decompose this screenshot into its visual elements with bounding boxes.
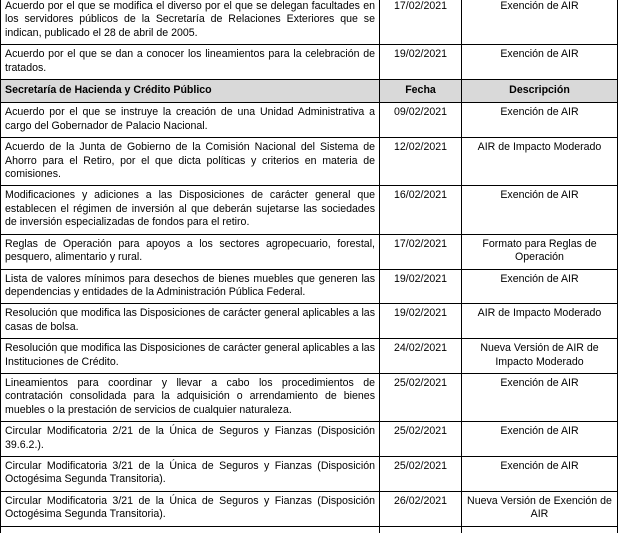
regulation-date: 25/02/2021 [380, 456, 462, 491]
regulation-date: 17/02/2021 [380, 0, 462, 45]
regulation-description: Resolución que modifica las Disposiciones de carácter general aplicables a las Instituciones de Crédito. [1, 339, 380, 374]
regulation-type: Nueva Versión de AIR de Impacto Moderado [462, 339, 618, 374]
table-row [1, 373, 618, 421]
table-row [1, 234, 618, 269]
regulation-description: Circular Modificatoria 3/21 de la Única de Seguros y Fianzas (Disposición Octogésima Segunda Transitoria). [1, 491, 380, 526]
table-row [1, 304, 618, 339]
regulation-date: 12/02/2021 [380, 138, 462, 186]
table-row [1, 103, 618, 138]
table-row [1, 422, 618, 457]
regulation-date: 19/02/2021 [380, 304, 462, 339]
regulation-type: Exención de AIR [462, 269, 618, 304]
regulation-date: 09/02/2021 [380, 103, 462, 138]
regulation-date: 16/02/2021 [380, 186, 462, 234]
regulation-description: Resolución que modifica las Disposiciones de carácter general aplicables a las casas de bolsa. [1, 304, 380, 339]
regulation-description: Reglas de Operación para apoyos a los sectores agropecuario, forestal, pesquero, alimentario y rural. [1, 234, 380, 269]
regulation-type: Exención de AIR [462, 103, 618, 138]
regulation-description: Circular Modificatoria 3/21 de la Única de Seguros y Fianzas (Disposición Octogésima Segunda Transitoria). [1, 456, 380, 491]
regulation-date: 24/02/2021 [380, 339, 462, 374]
regulation-description: Circular Modificatoria 2/21 de la Única de Seguros y Fianzas (Disposición 39.6.2.). [1, 422, 380, 457]
table-row-cut-off [1, 526, 618, 533]
regulation-type: AIR de Impacto Moderado [462, 138, 618, 186]
regulation-description: Acuerdo de la Junta de Gobierno de la Comisión Nacional del Sistema de Ahorro para el Retiro, por el que dicta políticas y criterios en materia de comisiones. [1, 138, 380, 186]
regulation-date: 25/02/2021 [380, 422, 462, 457]
empty-cell [380, 526, 462, 533]
regulation-type: Exención de AIR [462, 186, 618, 234]
regulation-type: Exención de AIR [462, 45, 618, 80]
regulation-type: Exención de AIR [462, 373, 618, 421]
column-header-description: Descripción [462, 80, 618, 103]
regulation-type: Formato para Reglas de Operación [462, 234, 618, 269]
regulation-description: Lineamientos para coordinar y llevar a cabo los procedimientos de contratación consolidada para la adquisición o arrendamiento de bienes muebles o la prestación de servicios de cualquier naturaleza. [1, 373, 380, 421]
section-title: Secretaría de Hacienda y Crédito Público [1, 80, 380, 103]
regulation-description: Acuerdo por el que se modifica el diverso por el que se delegan facultades en los servidores públicos de la Secretaría de Relaciones Exteriores que se indican, publicado el 28 de abril de 2005. [1, 0, 380, 45]
table-row [1, 45, 618, 80]
regulation-type: Exención de AIR [462, 456, 618, 491]
regulation-date: 19/02/2021 [380, 45, 462, 80]
table-row [1, 0, 618, 45]
regulation-date: 17/02/2021 [380, 234, 462, 269]
column-header-date: Fecha [380, 80, 462, 103]
regulation-type: Nueva Versión de Exención de AIR [462, 491, 618, 526]
regulation-date: 26/02/2021 [380, 491, 462, 526]
regulation-type: Exención de AIR [462, 0, 618, 45]
empty-cell [1, 526, 380, 533]
section-header-row [1, 80, 618, 103]
table-row [1, 339, 618, 374]
regulation-description: Modificaciones y adiciones a las Disposiciones de carácter general que establecen el régimen de inversión al que deberán sujetarse las sociedades de inversión especializadas de fondos para el retiro. [1, 186, 380, 234]
table-row [1, 269, 618, 304]
table-row [1, 138, 618, 186]
regulation-date: 25/02/2021 [380, 373, 462, 421]
regulation-description: Acuerdo por el que se dan a conocer los lineamientos para la celebración de tratados. [1, 45, 380, 80]
regulation-type: AIR de Impacto Moderado [462, 304, 618, 339]
table-row [1, 491, 618, 526]
regulation-description: Acuerdo por el que se instruye la creación de una Unidad Administrativa a cargo del Gobernador de Palacio Nacional. [1, 103, 380, 138]
regulation-description: Lista de valores mínimos para desechos de bienes muebles que generen las dependencias y entidades de la Administración Pública Federal. [1, 269, 380, 304]
table-row [1, 456, 618, 491]
empty-cell [462, 526, 618, 533]
table-row [1, 186, 618, 234]
regulation-date: 19/02/2021 [380, 269, 462, 304]
regulation-type: Exención de AIR [462, 422, 618, 457]
